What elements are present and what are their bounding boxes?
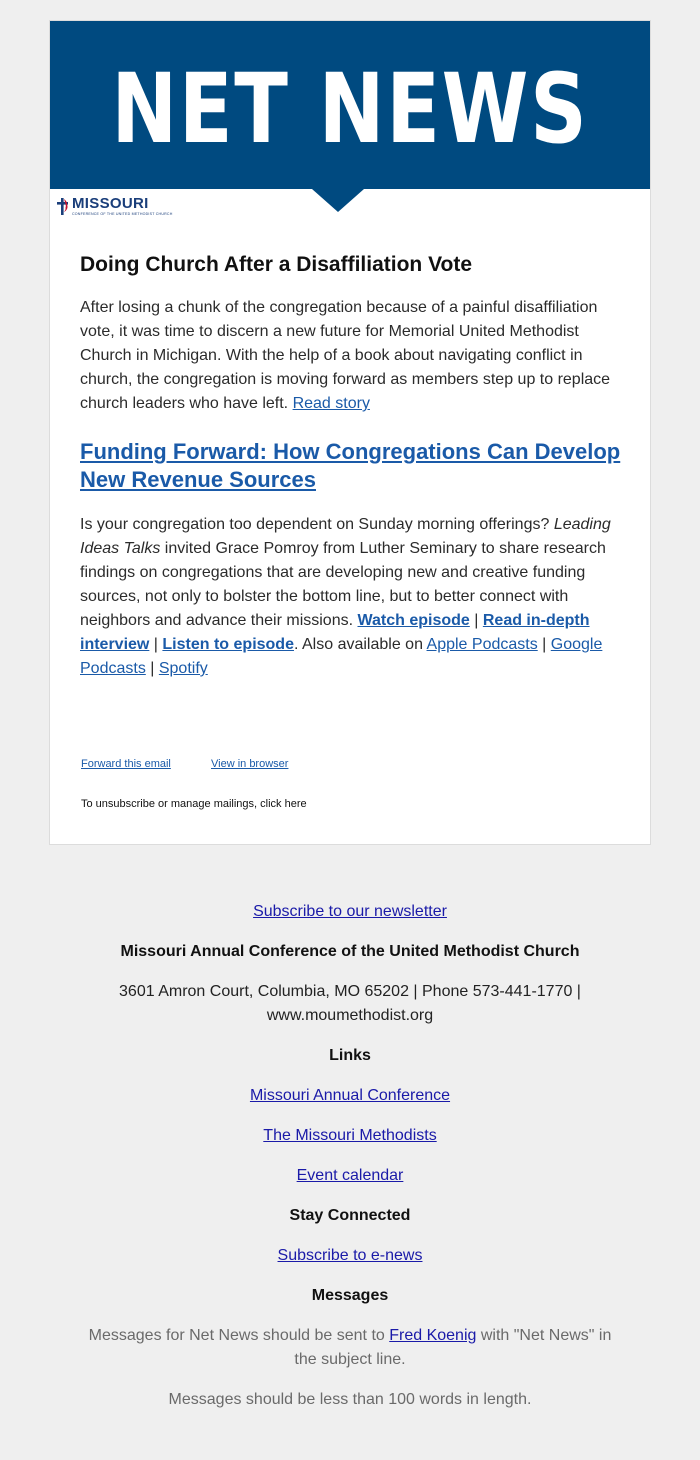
org-address: 3601 Amron Court, Columbia, MO 65202 | Phone 573-441-1770 | www.moumethodist.org — [119, 983, 581, 1024]
email-card — [49, 20, 651, 845]
separator: | — [149, 636, 163, 653]
separator: | — [469, 612, 483, 629]
forward-email-link[interactable]: Forward this email — [81, 758, 171, 770]
links-heading: Links — [329, 1047, 371, 1064]
read-interview-link[interactable]: Read in-depth interview — [80, 612, 590, 653]
article2-text-start: Is your congregation too dependent on Sunday morning offerings? — [80, 516, 554, 533]
article2-title-link[interactable]: Funding Forward: How Congregations Can Develop New Revenue Sources — [80, 439, 621, 492]
article2-body — [80, 513, 625, 681]
org-name: Missouri Annual Conference of the United Methodist Church — [120, 943, 580, 960]
google-podcasts-link[interactable]: Google Podcasts — [80, 636, 603, 677]
separator: | — [145, 660, 159, 677]
stay-connected-heading: Stay Connected — [289, 1207, 411, 1224]
article1-body — [80, 296, 625, 416]
subscribe-enews-link[interactable]: Subscribe to e-news — [277, 1247, 423, 1264]
apple-podcasts-link[interactable]: Apple Podcasts — [426, 636, 538, 653]
main-content — [80, 253, 625, 681]
subscribe-newsletter-link[interactable]: Subscribe to our newsletter — [253, 903, 447, 920]
read-story-link[interactable]: Read story — [292, 395, 370, 412]
messages-instructions — [80, 1324, 620, 1372]
msg-text-start: Messages for Net News should be sent to — [88, 1327, 390, 1344]
msg-text-end: with "Net News" in the subject line. — [294, 1327, 612, 1368]
missouri-conference-link[interactable]: Missouri Annual Conference — [249, 1087, 451, 1104]
logo-name: MISSOURI — [72, 195, 149, 212]
watch-episode-link[interactable]: Watch episode — [357, 612, 470, 629]
event-calendar-link[interactable]: Event calendar — [296, 1167, 404, 1184]
spotify-link[interactable]: Spotify — [158, 660, 208, 677]
article2-text-rest: invited Grace Pomroy from Luther Seminary to share research findings on congregations that are developing new and creative funding sources, not only to bolster the bottom line, but to better connect with neighbors and advance their missions. — [80, 540, 606, 629]
separator: | — [537, 636, 551, 653]
unsubscribe-text[interactable]: To unsubscribe or manage mailings, click here — [81, 798, 307, 810]
view-in-browser-link[interactable]: View in browser — [211, 758, 289, 770]
cross-flame-icon — [56, 196, 70, 216]
banner-title: NET NEWS — [111, 53, 589, 165]
article2-italic: Leading Ideas Talks — [80, 516, 611, 557]
messages-length-note: Messages should be less than 100 words in length. — [168, 1391, 532, 1408]
header-banner — [50, 21, 650, 189]
outer-footer — [80, 900, 620, 1412]
article1-title: Doing Church After a Disaffiliation Vote — [80, 253, 473, 276]
banner-notch — [312, 189, 364, 212]
missouri-methodists-link[interactable]: The Missouri Methodists — [263, 1127, 437, 1144]
fred-koenig-link[interactable]: Fred Koenig — [389, 1327, 477, 1344]
messages-heading: Messages — [311, 1287, 389, 1304]
logo-subtitle: CONFERENCE OF THE UNITED METHODIST CHURCH — [72, 212, 173, 216]
listen-episode-link[interactable]: Listen to episode — [162, 636, 294, 653]
missouri-logo — [56, 196, 173, 217]
article1-text: After losing a chunk of the congregation because of a painful disaffiliation vote, it was time to discern a new future for Memorial United Methodist Church in Michigan. With the help of a book about navigating conflict in church, the congregation is moving forward as members step up to replace church leaders who have left. — [80, 299, 611, 412]
also-available-text: . Also available on — [293, 636, 427, 653]
